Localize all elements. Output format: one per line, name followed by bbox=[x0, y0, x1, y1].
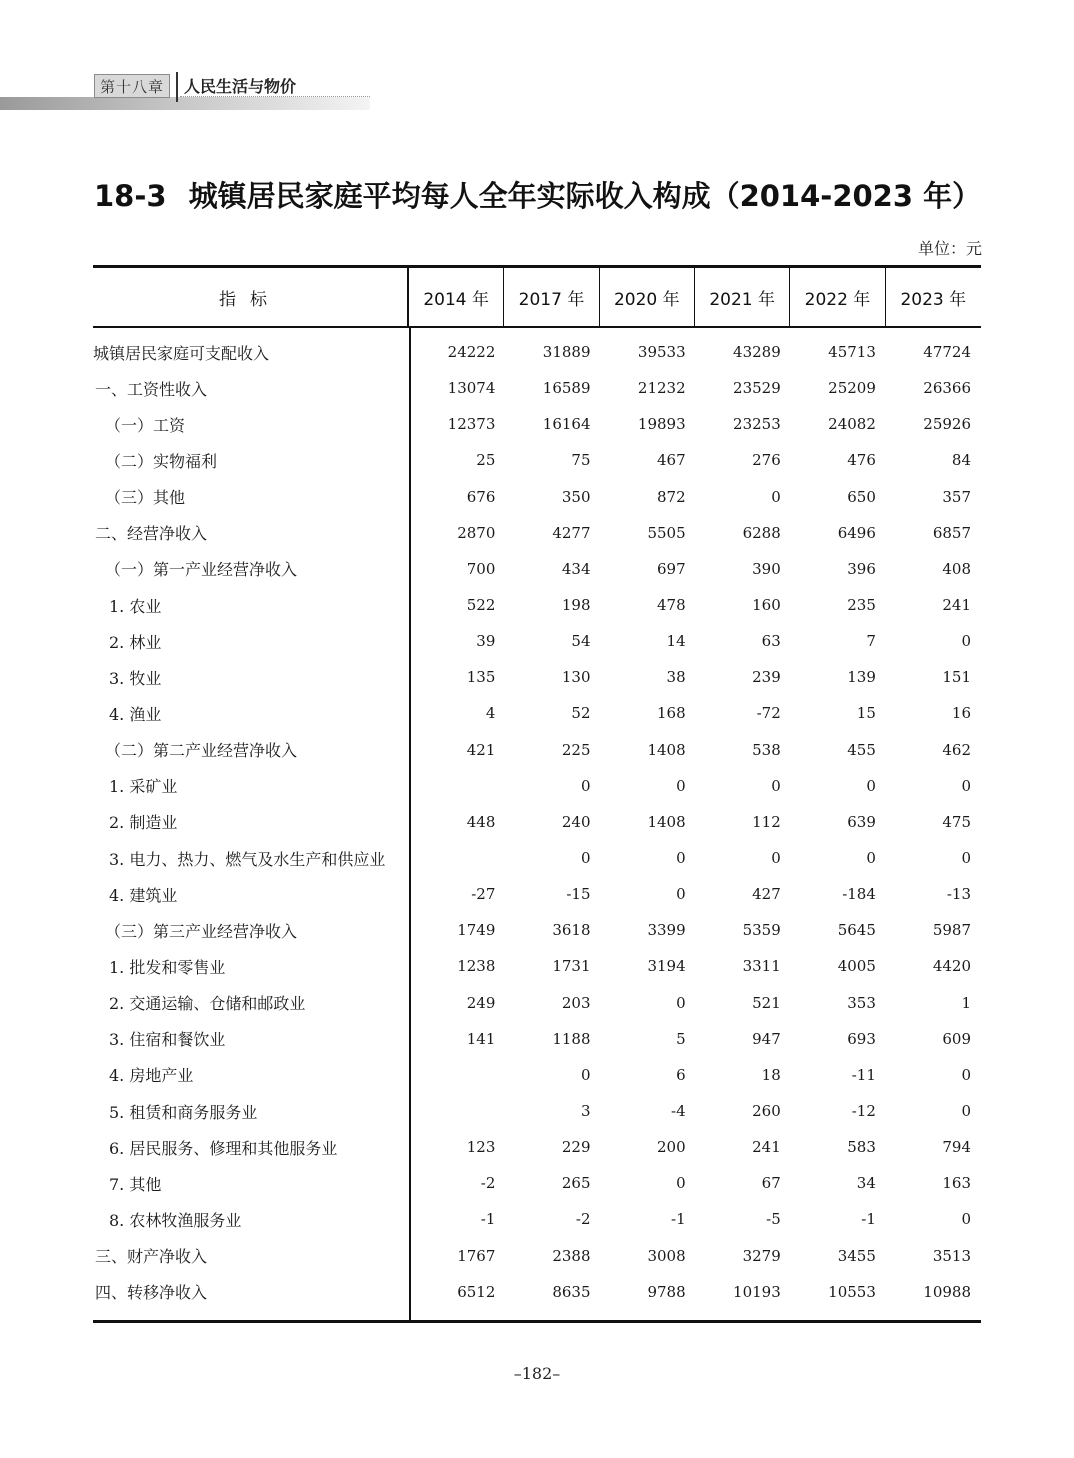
value-cell: 7 bbox=[866, 632, 876, 651]
header-dotted-rule bbox=[180, 96, 370, 97]
value-cell: 4005 bbox=[837, 957, 876, 976]
page-number: –182– bbox=[513, 1364, 561, 1383]
row-label: 3. 电力、热力、燃气及水生产和供应业 bbox=[109, 849, 386, 869]
value-cell: 462 bbox=[942, 740, 972, 759]
value-cell: 25926 bbox=[923, 415, 972, 434]
value-cell: 5 bbox=[676, 1029, 686, 1048]
value-cell: 6496 bbox=[837, 523, 876, 542]
table-row bbox=[93, 985, 981, 1021]
table-row bbox=[93, 912, 981, 948]
value-cell: 0 bbox=[676, 993, 686, 1012]
value-cell: 609 bbox=[942, 1029, 972, 1048]
table-body bbox=[93, 328, 981, 1320]
indicator-header: 指标 bbox=[93, 268, 409, 326]
value-cell: 350 bbox=[561, 487, 591, 506]
value-cell: 1238 bbox=[457, 957, 496, 976]
table-row bbox=[93, 1165, 981, 1201]
table-row bbox=[93, 804, 981, 840]
row-label: 三、财产净收入 bbox=[95, 1247, 208, 1267]
value-cell: 45713 bbox=[828, 343, 876, 362]
value-cell: 8635 bbox=[552, 1282, 591, 1301]
value-cell: -1 bbox=[480, 1210, 496, 1229]
value-cell: -4 bbox=[671, 1102, 686, 1121]
value-cell: 112 bbox=[752, 812, 781, 831]
value-cell: 700 bbox=[466, 559, 496, 578]
value-cell: 3008 bbox=[647, 1246, 686, 1265]
value-cell: -2 bbox=[575, 1210, 591, 1229]
value-cell: 697 bbox=[657, 559, 686, 578]
value-cell: 43289 bbox=[733, 343, 781, 362]
value-cell: 10988 bbox=[923, 1282, 971, 1301]
value-cell: 123 bbox=[466, 1138, 496, 1157]
value-cell: 0 bbox=[580, 776, 591, 795]
value-cell: 521 bbox=[752, 993, 781, 1012]
value-cell: 21232 bbox=[637, 379, 686, 398]
table-row bbox=[93, 1021, 981, 1057]
value-cell: 475 bbox=[942, 812, 972, 831]
value-cell: 650 bbox=[847, 487, 876, 506]
table-row bbox=[93, 1057, 981, 1093]
table-title bbox=[94, 174, 981, 215]
value-cell: 198 bbox=[561, 596, 591, 615]
row-label: （二）实物福利 bbox=[105, 451, 218, 471]
value-cell: 240 bbox=[561, 812, 591, 831]
value-cell: -184 bbox=[842, 885, 876, 904]
table-row bbox=[93, 1201, 981, 1237]
value-cell: 3194 bbox=[647, 957, 686, 976]
row-label: 6. 居民服务、修理和其他服务业 bbox=[109, 1138, 338, 1158]
value-cell: 1408 bbox=[647, 740, 686, 759]
table-row bbox=[93, 442, 981, 478]
value-cell: 3311 bbox=[742, 957, 781, 976]
section-title: 人民生活与物价 bbox=[184, 77, 297, 96]
table-row bbox=[93, 840, 981, 876]
value-cell: 0 bbox=[866, 776, 876, 795]
value-cell: 13074 bbox=[447, 379, 496, 398]
value-cell: 6512 bbox=[457, 1282, 496, 1301]
value-cell: 67 bbox=[761, 1174, 781, 1193]
value-cell: 872 bbox=[657, 487, 686, 506]
value-cell: 353 bbox=[847, 993, 876, 1012]
value-cell: 3618 bbox=[552, 921, 591, 940]
value-cell: 200 bbox=[657, 1138, 686, 1157]
value-cell: 0 bbox=[771, 776, 781, 795]
row-label: 1. 农业 bbox=[109, 596, 162, 616]
row-label: 4. 渔业 bbox=[109, 704, 162, 724]
table-row bbox=[93, 948, 981, 984]
value-cell: 2870 bbox=[457, 523, 496, 542]
value-cell: 2388 bbox=[552, 1246, 591, 1265]
value-cell: 3455 bbox=[837, 1246, 876, 1265]
table-row bbox=[93, 659, 981, 695]
value-cell: 75 bbox=[571, 451, 591, 470]
header-decor-bar bbox=[0, 97, 370, 110]
value-cell: 18 bbox=[761, 1065, 781, 1084]
value-cell: 693 bbox=[847, 1029, 876, 1048]
value-cell: -5 bbox=[766, 1210, 781, 1229]
table-title-text: 城镇居民家庭平均每人全年实际收入构成（2014-2023 年） bbox=[188, 179, 982, 213]
year-header: 2014 年 bbox=[409, 268, 504, 326]
value-cell: 421 bbox=[466, 740, 496, 759]
value-cell: 54 bbox=[571, 632, 591, 651]
value-cell: 947 bbox=[752, 1029, 781, 1048]
value-cell: 225 bbox=[561, 740, 591, 759]
value-cell: 0 bbox=[580, 1065, 591, 1084]
value-cell: 0 bbox=[771, 487, 781, 506]
value-cell: 16589 bbox=[542, 379, 591, 398]
value-cell: 0 bbox=[676, 1174, 686, 1193]
value-cell: -11 bbox=[851, 1065, 876, 1084]
value-cell: 63 bbox=[761, 632, 781, 651]
value-cell: 12373 bbox=[447, 415, 496, 434]
year-header: 2017 年 bbox=[504, 268, 599, 326]
header-separator bbox=[176, 72, 178, 102]
value-cell: 84 bbox=[951, 451, 972, 470]
value-cell: 794 bbox=[942, 1138, 972, 1157]
value-cell: 163 bbox=[942, 1174, 972, 1193]
row-label: 3. 牧业 bbox=[109, 668, 162, 688]
value-cell: 0 bbox=[676, 776, 686, 795]
year-header: 2020 年 bbox=[600, 268, 695, 326]
value-cell: 130 bbox=[561, 668, 591, 687]
table-row bbox=[93, 551, 981, 587]
year-header: 2021 年 bbox=[695, 268, 790, 326]
value-cell: 1 bbox=[961, 993, 972, 1012]
value-cell: 583 bbox=[847, 1138, 876, 1157]
value-cell: 1767 bbox=[457, 1246, 496, 1265]
table-row bbox=[93, 587, 981, 623]
table-number: 18-3 bbox=[94, 179, 167, 213]
value-cell: 390 bbox=[752, 559, 781, 578]
value-cell: 3 bbox=[580, 1102, 591, 1121]
value-cell: 31889 bbox=[542, 343, 591, 362]
value-cell: 5645 bbox=[837, 921, 876, 940]
value-cell: 0 bbox=[961, 1210, 972, 1229]
value-cell: 0 bbox=[580, 849, 591, 868]
income-table bbox=[93, 265, 981, 1323]
row-label: 4. 房地产业 bbox=[109, 1066, 194, 1086]
table-row bbox=[93, 768, 981, 804]
row-label: 8. 农林牧渔服务业 bbox=[109, 1210, 242, 1230]
value-cell: 476 bbox=[847, 451, 876, 470]
value-cell: 522 bbox=[466, 596, 496, 615]
value-cell: 434 bbox=[561, 559, 591, 578]
table-header-row bbox=[93, 268, 981, 328]
table-row bbox=[93, 1238, 981, 1274]
value-cell: 3279 bbox=[742, 1246, 781, 1265]
value-cell: 467 bbox=[657, 451, 686, 470]
value-cell: -1 bbox=[671, 1210, 686, 1229]
year-header: 2022 年 bbox=[790, 268, 885, 326]
table-row bbox=[93, 623, 981, 659]
value-cell: 14 bbox=[666, 632, 686, 651]
value-cell: 0 bbox=[961, 1065, 972, 1084]
year-header: 2023 年 bbox=[900, 289, 967, 310]
value-cell: 15 bbox=[856, 704, 876, 723]
table-row bbox=[93, 479, 981, 515]
value-cell: 229 bbox=[561, 1138, 591, 1157]
table-row bbox=[93, 1274, 981, 1310]
value-cell: 39533 bbox=[637, 343, 686, 362]
value-cell: -2 bbox=[480, 1174, 496, 1193]
table-row bbox=[93, 732, 981, 768]
value-cell: 5987 bbox=[932, 921, 972, 940]
value-cell: 1408 bbox=[647, 812, 686, 831]
value-cell: 265 bbox=[561, 1174, 591, 1193]
table-row bbox=[93, 515, 981, 551]
row-label: 2. 林业 bbox=[109, 632, 162, 652]
value-cell: 260 bbox=[752, 1102, 781, 1121]
value-cell: 25209 bbox=[828, 379, 876, 398]
value-cell: 39 bbox=[476, 632, 496, 651]
row-label: 3. 住宿和餐饮业 bbox=[109, 1030, 226, 1050]
value-cell: 34 bbox=[856, 1174, 876, 1193]
value-cell: 47724 bbox=[923, 343, 971, 362]
value-cell: 10553 bbox=[828, 1282, 876, 1301]
value-cell: -1 bbox=[861, 1210, 876, 1229]
value-cell: 448 bbox=[466, 812, 496, 831]
table-row bbox=[93, 876, 981, 912]
row-label: 1. 批发和零售业 bbox=[109, 957, 226, 977]
value-cell: 0 bbox=[961, 1102, 972, 1121]
row-label: （二）第二产业经营净收入 bbox=[105, 741, 298, 761]
row-label: 7. 其他 bbox=[109, 1174, 162, 1194]
value-cell: -15 bbox=[566, 885, 591, 904]
value-cell: 24082 bbox=[828, 415, 876, 434]
value-cell: 455 bbox=[847, 740, 876, 759]
value-cell: 141 bbox=[466, 1029, 496, 1048]
table-row bbox=[93, 334, 981, 370]
value-cell: 3399 bbox=[647, 921, 686, 940]
row-label: （一）第一产业经营净收入 bbox=[105, 560, 298, 580]
value-cell: 0 bbox=[676, 849, 686, 868]
value-cell: 357 bbox=[942, 487, 972, 506]
value-cell: 151 bbox=[942, 668, 972, 687]
value-cell: 478 bbox=[657, 596, 686, 615]
value-cell: 6857 bbox=[932, 523, 971, 542]
row-label: 一、工资性收入 bbox=[95, 379, 208, 399]
row-label: （一）工资 bbox=[105, 415, 186, 435]
table-row bbox=[93, 695, 981, 731]
table-row bbox=[93, 1093, 981, 1129]
value-cell: 9788 bbox=[647, 1282, 686, 1301]
value-cell: 0 bbox=[771, 849, 781, 868]
value-cell: 16164 bbox=[542, 415, 591, 434]
value-cell: 427 bbox=[752, 885, 781, 904]
value-cell: 0 bbox=[961, 776, 972, 795]
value-cell: 538 bbox=[752, 740, 781, 759]
value-cell: 203 bbox=[561, 993, 591, 1012]
value-cell: -72 bbox=[756, 704, 781, 723]
row-label: （三）其他 bbox=[105, 488, 186, 508]
value-cell: 19893 bbox=[637, 415, 686, 434]
value-cell: 135 bbox=[466, 668, 496, 687]
value-cell: 25 bbox=[476, 451, 496, 470]
value-cell: 241 bbox=[752, 1138, 781, 1157]
value-cell: 5505 bbox=[647, 523, 686, 542]
value-cell: 26366 bbox=[923, 379, 971, 398]
value-cell: 239 bbox=[752, 668, 781, 687]
value-cell: 6288 bbox=[742, 523, 781, 542]
row-label: 四、转移净收入 bbox=[95, 1283, 208, 1303]
value-cell: -12 bbox=[851, 1102, 876, 1121]
table-row bbox=[93, 406, 981, 442]
value-cell: 639 bbox=[847, 812, 876, 831]
value-cell: 249 bbox=[466, 993, 496, 1012]
value-cell: 168 bbox=[657, 704, 686, 723]
value-cell: 241 bbox=[942, 596, 972, 615]
table-row bbox=[93, 370, 981, 406]
value-cell: 52 bbox=[571, 704, 591, 723]
value-cell: 16 bbox=[951, 704, 972, 723]
row-label: 二、经营净收入 bbox=[95, 524, 208, 544]
value-cell: 139 bbox=[847, 668, 876, 687]
value-cell: -13 bbox=[946, 885, 972, 904]
row-label: 2. 制造业 bbox=[109, 813, 178, 833]
value-cell: 4420 bbox=[932, 957, 972, 976]
row-label: 1. 采矿业 bbox=[109, 777, 178, 797]
row-label: 4. 建筑业 bbox=[109, 885, 178, 905]
value-cell: 3513 bbox=[932, 1246, 971, 1265]
value-cell: 160 bbox=[752, 596, 781, 615]
value-cell: 0 bbox=[961, 849, 972, 868]
value-cell: 0 bbox=[676, 885, 686, 904]
value-cell: 38 bbox=[666, 668, 686, 687]
value-cell: 0 bbox=[961, 632, 972, 651]
row-label: 城镇居民家庭可支配收入 bbox=[93, 343, 270, 363]
value-cell: 24222 bbox=[447, 343, 496, 362]
value-cell: 4277 bbox=[552, 523, 591, 542]
value-cell: 276 bbox=[752, 451, 781, 470]
value-cell: 6 bbox=[676, 1065, 686, 1084]
value-cell: 1731 bbox=[552, 957, 591, 976]
value-cell: 0 bbox=[866, 849, 876, 868]
value-cell: 5359 bbox=[742, 921, 781, 940]
row-label: 2. 交通运输、仓储和邮政业 bbox=[109, 994, 306, 1014]
value-cell: 10193 bbox=[733, 1282, 781, 1301]
value-cell: 396 bbox=[847, 559, 876, 578]
value-cell: 676 bbox=[466, 487, 496, 506]
value-cell: 4 bbox=[485, 704, 496, 723]
table-row bbox=[93, 1129, 981, 1165]
value-cell: -27 bbox=[471, 885, 496, 904]
value-cell: 1188 bbox=[552, 1029, 591, 1048]
unit-label: 单位：元 bbox=[917, 239, 982, 258]
value-cell: 23253 bbox=[733, 415, 781, 434]
value-cell: 1749 bbox=[457, 921, 496, 940]
value-cell: 23529 bbox=[733, 379, 781, 398]
value-cell: 235 bbox=[847, 596, 876, 615]
chapter-badge: 第十八章 bbox=[94, 74, 170, 98]
row-label: （三）第三产业经营净收入 bbox=[105, 921, 298, 941]
row-label: 5. 租赁和商务服务业 bbox=[109, 1102, 258, 1122]
value-cell: 408 bbox=[942, 559, 972, 578]
